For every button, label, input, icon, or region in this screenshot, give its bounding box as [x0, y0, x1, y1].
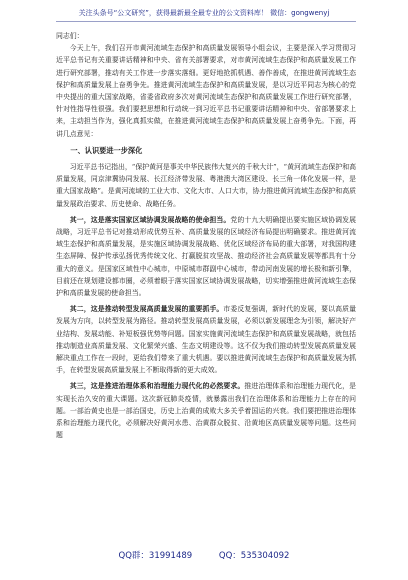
footer-qq: QQ：535304092 — [218, 551, 290, 561]
paragraph-1: 习近平总书记指出，“保护黄河是事关中华民族伟大复兴的千秋大计”，“黄河流域生态保护和高质量发展，同京津冀协同发展、长江经济带发展、粤港澳大湾区建设、长三角一体化发展一样，是重大国家战略”。是黄河流域的工业大市、文化大市、人口大市，协力推进黄河流域生态保护和高质量发展政治要求、历史使命、战略任务。 — [56, 163, 356, 208]
salutation: 同志们： — [56, 32, 84, 40]
paragraph-3 — [56, 303, 356, 376]
footer-contact — [0, 549, 408, 561]
header-divider — [56, 21, 356, 22]
paragraph-4-body: 推进治理体系和治理能力现代化，是实现长治久安的重大课题。这次新冠肺炎疫情，就暴露出我们在治理体系和治理能力上存在的问题。一部治黄史也是一部治国史，历史上治黄的成败大多关乎着国运的兴衰。我们要把推进治理体系和治理能力现代化，必须解决好黄河水患、治黄群众脱贫、沿黄地区高质量发展等问题。这些问题 — [56, 382, 357, 440]
header-banner: 关注头条号“公文研究”，获得最新最全最专业的公文资料库！ 微信：gongwenyj — [78, 9, 330, 17]
document-body — [56, 30, 356, 442]
section-heading: 一、认识要进一步深化 — [70, 145, 143, 155]
paragraph-2 — [56, 214, 356, 299]
paragraph-2-lead: 其一，这是落实国家区域协调发展战略的使命担当。 — [69, 215, 231, 224]
paragraph-2-body: 党的十九大明确提出要实施区域协调发展战略，习近平总书记对推动形成优势互补、高质量发展的区域经济布局提出明确要求。推进黄河流域生态保护和高质量发展，是实施区域协调发展战略、优化区域经济布局的重大部署，对我国构建生态屏障、保护传承弘扬优秀传统文化、打赢脱贫攻坚战、推动经济社会高质量发展等都具有十分重大的意义。是国家区域性中心城市，中原城市群副中心城市，带动河南发展的增长极和新引擎，目前还在规划建设都市圈，必须着眼于落实国家区域协调发展战略，切实增强推进黄河流域生态保护和高质量发展的使命担当。 — [56, 215, 357, 298]
intro-paragraph: 今天上午，我们召开市黄河流域生态保护和高质量发展领导小组会议，主要是深入学习贯彻习近平总书记有关重要讲话精神和中央、省有关部署要求，对市黄河流域生态保护和高质量发展工作进行研究部署，推动有关工作进一步落实落细。更好地抢抓机遇、善作善成，在推进黄河流域生态保护和高质量发展上奋勇争先。推进黄河流域生态保护和高质量发展，是以习近平同志为核心的党中央提出的重大国家战略，省委省政府多次对黄河流域生态保护和高质量发展工作进行研究部署，针对性指导性很强。我们要把思想和行动统一到习近平总书记重要讲话精神和中央、省部署要求上来，主动担当作为，强化真抓实做，在推进黄河流域生态保护和高质量发展上奋勇争先。下面，再讲几点意见： — [56, 44, 356, 138]
paragraph-4 — [56, 380, 356, 441]
footer-qq-group: QQ群：31991489 — [118, 551, 193, 561]
paragraph-3-body: 市委反复强调，新时代的发展，要以高质量发展为方向，以转型发展为路径。推动转型发展高质量发展，必须以新发展理念为引领，解决好产业结构、发展动能、补短板强优势等问题。国家实施黄河流域生态保护和高质量发展战略，就包括推动制造业高质量发展、文化繁荣兴盛、生态文明建设等。这不仅为我们推动转型发展高质量发展解决重点工作在一段时，更给我们带来了重大机遇。要以推进黄河流域生态保护和高质量发展为抓手，在转型发展高质量发展上不断取得新的更大成效。 — [56, 305, 357, 375]
paragraph-3-lead: 其二，这是推动转型发展高质量发展的重要抓手。 — [69, 305, 224, 314]
paragraph-4-lead: 其三，这是推进治理体系和治理能力现代化的必然要求。 — [69, 382, 245, 391]
